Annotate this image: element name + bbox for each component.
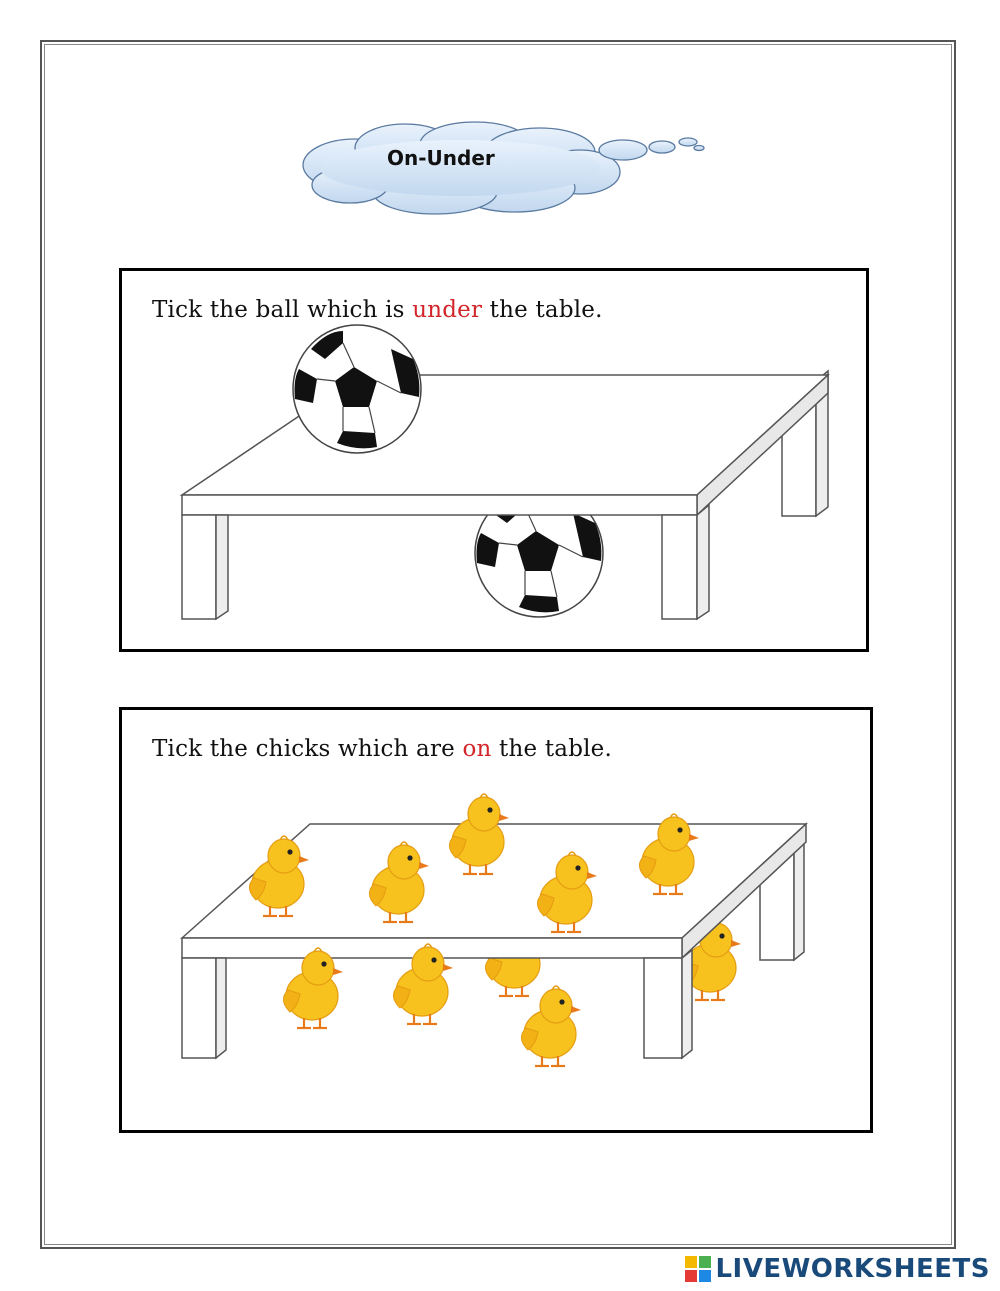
chick-under-table[interactable] (283, 948, 343, 1028)
cloud-icon (295, 120, 715, 220)
brand-name: LIVEWORKSHEETS (715, 1254, 990, 1284)
question-2-panel (119, 707, 873, 1133)
question-1-panel (119, 268, 869, 652)
liveworksheets-logo (685, 1252, 990, 1286)
worksheet-title: On-Under (387, 146, 495, 170)
table-leg-front-right (662, 505, 709, 619)
ball-on-table[interactable] (293, 325, 421, 453)
instruction-keyword: under (412, 297, 483, 323)
instruction-suffix: the table. (482, 297, 603, 323)
chick-under-table[interactable] (521, 986, 581, 1066)
instruction-suffix: the table. (491, 736, 612, 762)
table-ball-illustration (122, 271, 866, 649)
table-chicks-illustration (122, 710, 870, 1130)
instruction-prefix: Tick the chicks which are (152, 736, 463, 762)
instruction-prefix: Tick the ball which is (152, 297, 413, 323)
instruction-keyword: on (462, 736, 492, 762)
table-leg-front-left (182, 515, 228, 619)
title-cloud (295, 120, 715, 220)
logo-tiles-icon (685, 1256, 711, 1282)
